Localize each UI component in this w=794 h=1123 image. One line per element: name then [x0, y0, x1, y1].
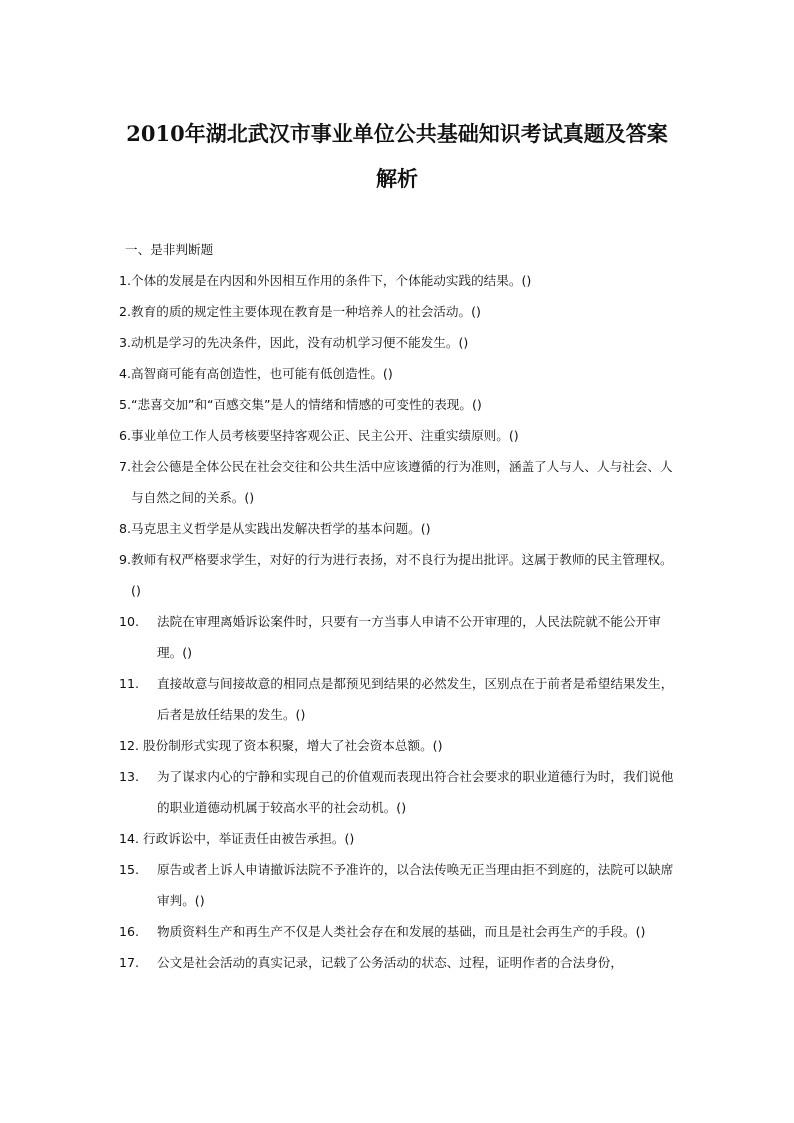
question-item [119, 451, 679, 513]
question-text: 行政诉讼中，举证责任由被告承担。() [143, 831, 355, 846]
question-item [119, 668, 679, 730]
question-item [119, 544, 679, 606]
question-number: 8. [119, 521, 132, 536]
question-text: “悲喜交加”和“百感交集”是人的情绪和情感的可变性的表现。() [131, 397, 482, 412]
question-text: 教师有权严格要求学生，对好的行为进行表扬，对不良行为提出批评。这属于教师的民主管理权。() [131, 552, 673, 598]
question-text: 事业单位工作人员考核要坚持客观公正、民主公开、注重实绩原则。() [131, 428, 519, 443]
question-number: 15. [119, 862, 140, 877]
question-text: 高智商可能有高创造性，也可能有低创造性。() [131, 366, 393, 381]
question-item [119, 420, 679, 451]
question-item [119, 947, 679, 978]
question-number: 9. [119, 552, 132, 567]
question-item [119, 730, 679, 761]
title-line-2: 解析 [376, 166, 418, 191]
title-line-1: 2010年湖北武汉市事业单位公共基础知识考试真题及答案 [126, 121, 668, 146]
question-item [119, 265, 679, 296]
question-number: 2. [119, 304, 132, 319]
question-item [119, 761, 679, 823]
section-heading: 一、是非判断题 [125, 242, 214, 257]
question-item [119, 916, 679, 947]
question-number: 13. [119, 769, 140, 784]
question-text: 马克思主义哲学是从实践出发解决哲学的基本问题。() [131, 521, 431, 536]
question-text: 股份制形式实现了资本积聚，增大了社会资本总额。() [143, 738, 443, 753]
question-text: 原告或者上诉人申请撤诉法院不予准许的，以合法传唤无正当理由拒不到庭的，法院可以缺席审判。() [157, 862, 674, 908]
question-number: 11. [119, 676, 140, 691]
question-item [119, 854, 679, 916]
question-text: 为了谋求内心的宁静和实现自己的价值观而表现出符合社会要求的职业道德行为时，我们说他的职业道德动机属于较高水平的社会动机。() [157, 769, 674, 815]
question-item [119, 606, 679, 668]
question-number: 7. [119, 459, 132, 474]
question-item [119, 389, 679, 420]
question-text: 法院在审理离婚诉讼案件时，只要有一方当事人申请不公开审理的，人民法院就不能公开审理。() [157, 614, 661, 660]
question-number: 1. [119, 273, 132, 288]
question-item [119, 513, 679, 544]
question-number: 3. [119, 335, 132, 350]
question-number: 17. [119, 955, 140, 970]
question-text: 公文是社会活动的真实记录，记载了公务活动的状态、过程，证明作者的合法身份， [157, 955, 623, 970]
question-item [119, 358, 679, 389]
question-number: 6. [119, 428, 132, 443]
question-number: 12. [119, 738, 140, 753]
question-number: 5. [119, 397, 132, 412]
question-text: 物质资料生产和再生产不仅是人类社会存在和发展的基础，而且是社会再生产的手段。() [157, 924, 646, 939]
page-title [100, 116, 694, 197]
question-number: 14. [119, 831, 140, 846]
question-text: 动机是学习的先决条件，因此，没有动机学习便不能发生。() [131, 335, 469, 350]
question-item [119, 823, 679, 854]
question-text: 个体的发展是在内因和外因相互作用的条件下，个体能动实践的结果。() [131, 273, 532, 288]
question-number: 4. [119, 366, 132, 381]
question-text: 教育的质的规定性主要体现在教育是一种培养人的社会活动。() [131, 304, 481, 319]
question-item [119, 296, 679, 327]
question-text: 社会公德是全体公民在社会交往和公共生活中应该遵循的行为准则，涵盖了人与人、人与社会、人与自然之间的关系。() [131, 459, 673, 505]
question-item [119, 327, 679, 358]
question-list [119, 234, 679, 978]
question-text: 直接故意与间接故意的相同点是都预见到结果的必然发生，区别点在于前者是希望结果发生，后者是放任结果的发生。() [157, 676, 674, 722]
question-number: 10. [119, 614, 140, 629]
question-number: 16. [119, 924, 140, 939]
